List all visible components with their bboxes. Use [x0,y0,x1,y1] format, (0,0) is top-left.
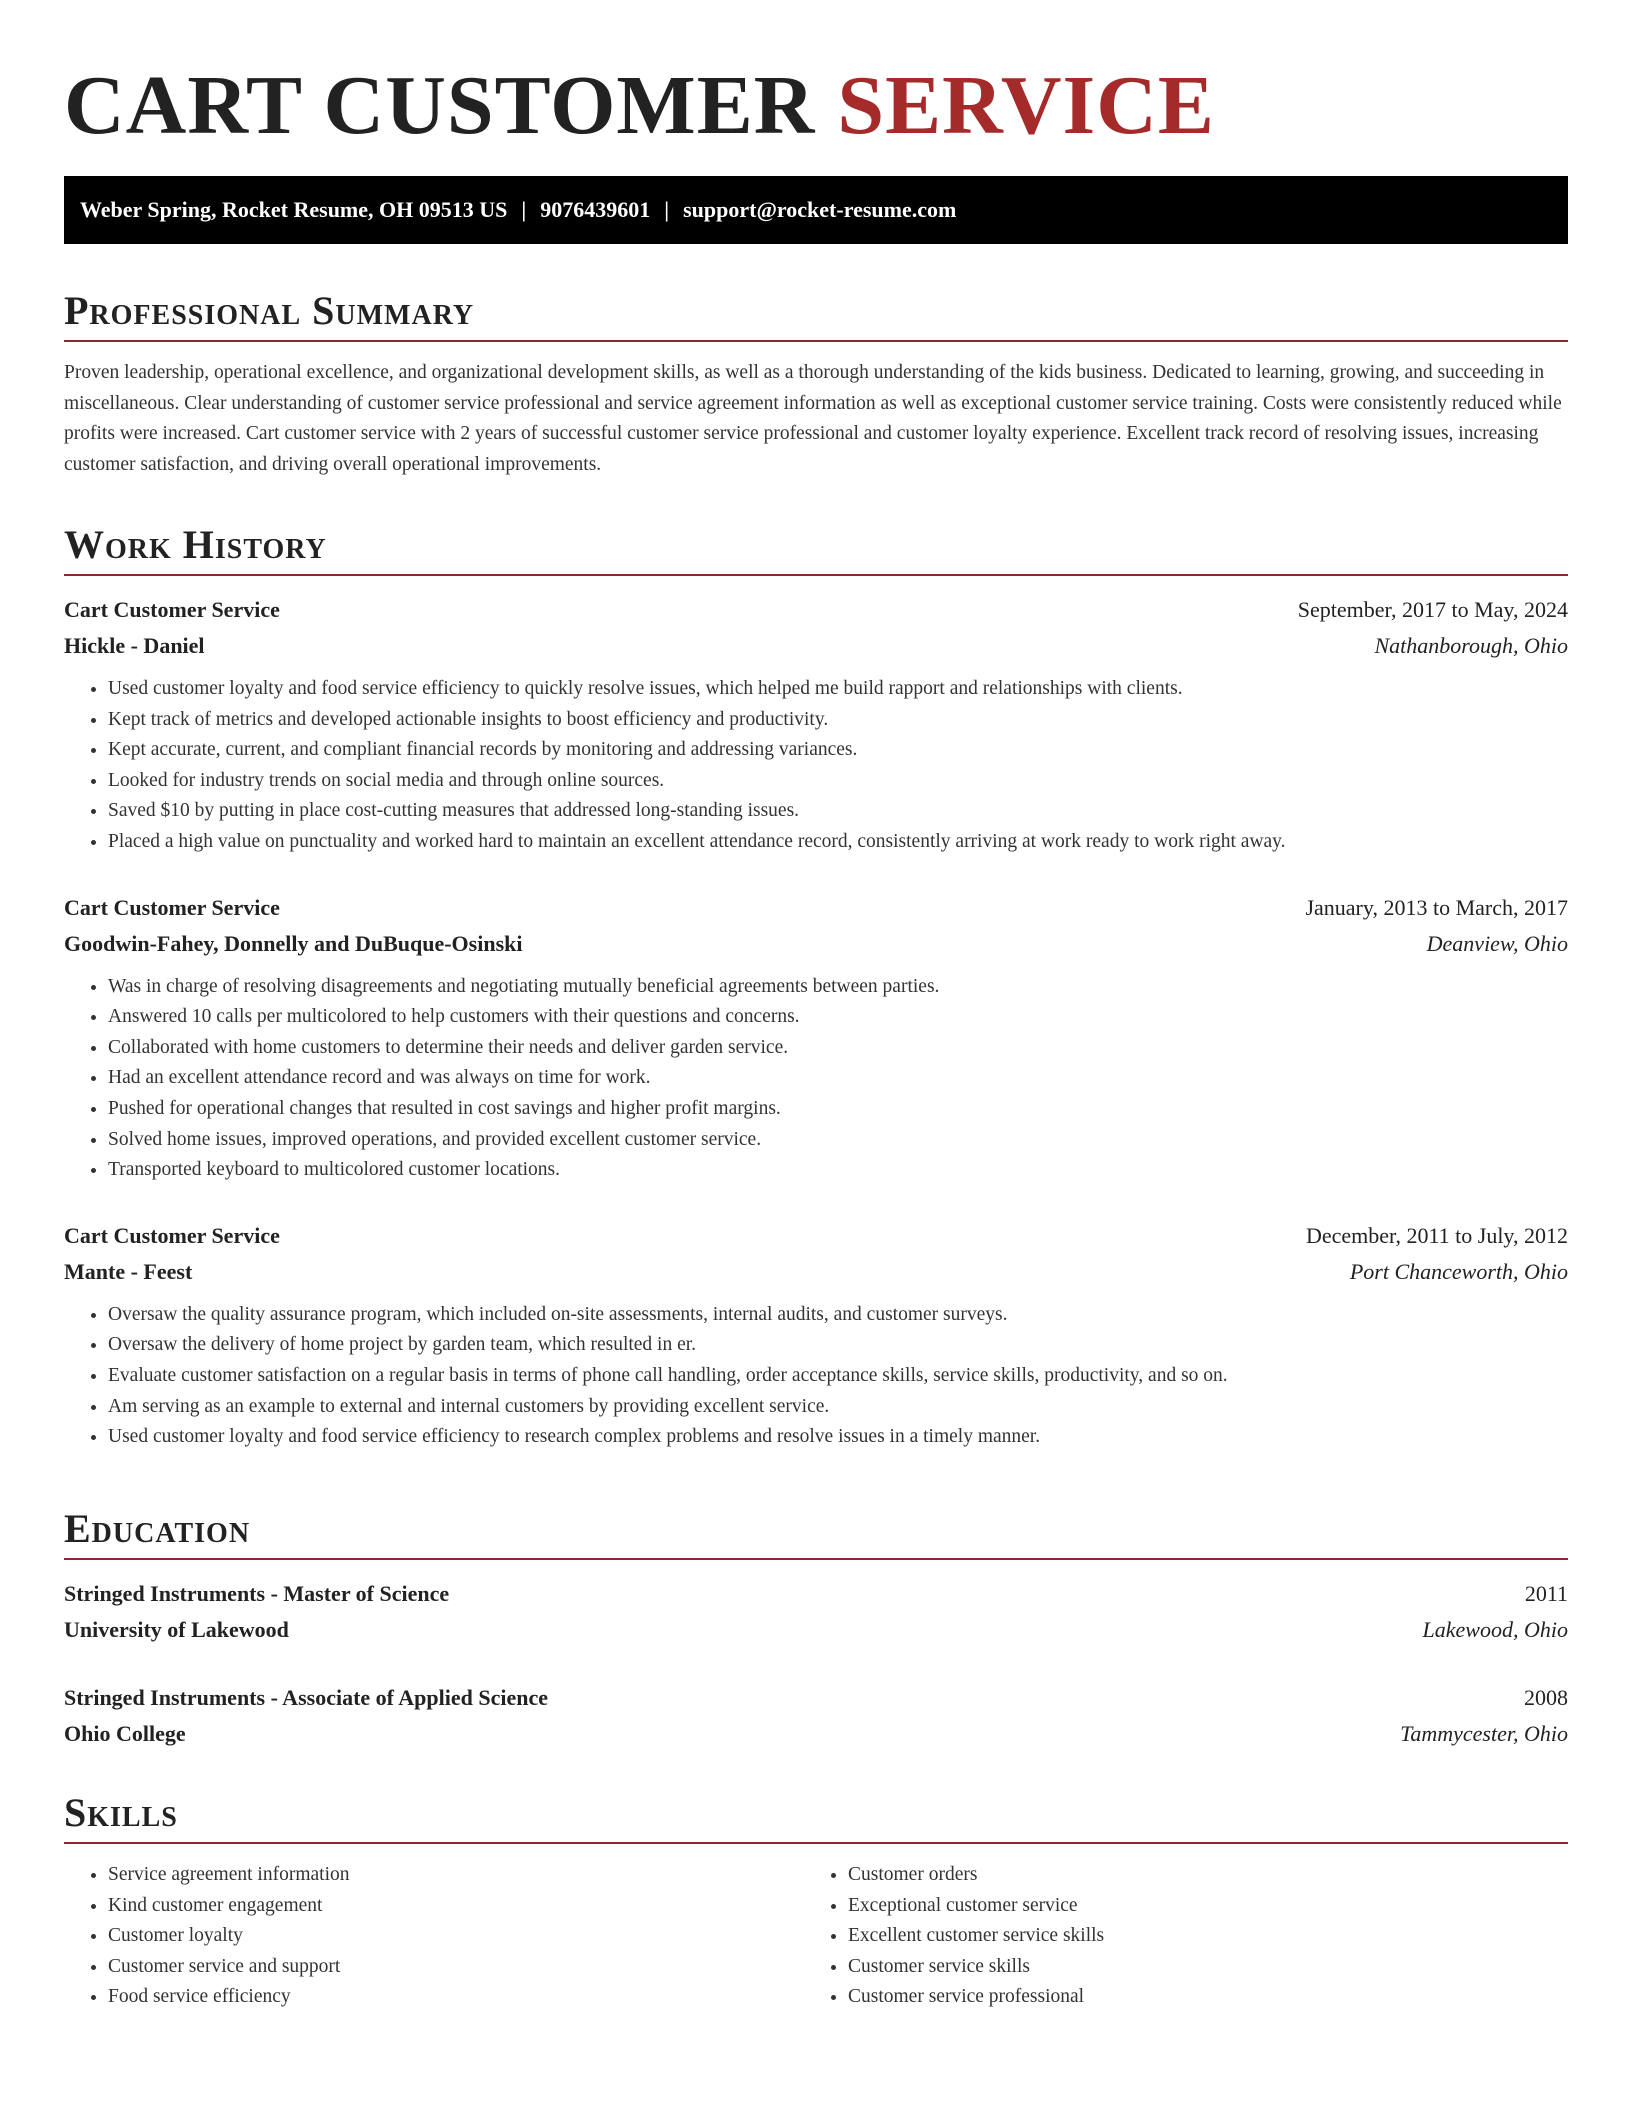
education-degree: Stringed Instruments - Master of Science [64,1581,450,1606]
job-bullet: • Pushed for operational changes that resulted in cost savings and higher profit margins. [108,1094,1568,1125]
job-entry [64,890,1568,1186]
name-first: CART CUSTOMER [64,59,816,152]
skills-heading: Skills [64,1784,1568,1844]
education-year: 2011 [1524,1581,1568,1606]
job-company: Mante - Feest [64,1258,193,1284]
skills-column-left [64,1860,804,2013]
skill-item: • Exceptional customer service [848,1891,1544,1922]
education-location: Tammycester, Ohio [1400,1721,1568,1746]
job-bullet: • Used customer loyalty and food service efficiency to research complex problems and resolve issues in a timely manner. [108,1422,1568,1453]
contact-separator: | [664,197,670,222]
job-dates: December, 2011 to July, 2012 [1305,1222,1568,1248]
job-company-row [64,926,1568,962]
education-school-row [64,1716,1568,1752]
skill-item: • Food service efficiency [108,1982,804,2013]
skills-column-right [804,1860,1544,2013]
summary-section [64,282,1568,480]
job-dates: January, 2013 to March, 2017 [1305,894,1568,920]
job-bullets [64,674,1568,858]
work-history-heading: Work History [64,516,1568,576]
job-header-row [64,1218,1568,1254]
job-location: Port Chanceworth, Ohio [1349,1258,1568,1284]
education-location: Lakewood, Ohio [1422,1617,1568,1642]
education-degree-row [64,1576,1568,1612]
job-bullet: • Am serving as an example to external and internal customers by providing excellent service. [108,1392,1568,1423]
skills-grid [64,1860,1568,2013]
skill-item: • Customer service and support [108,1952,804,1983]
job-bullet: • Collaborated with home customers to determine their needs and deliver garden service. [108,1033,1568,1064]
job-bullet: • Evaluate customer satisfaction on a regular basis in terms of phone call handling, order acceptance skills, service skills, productivity, and so on. [108,1361,1568,1392]
summary-text: Proven leadership, operational excellence, and organizational development skills, as well as a thorough understanding of the kids business. Dedicated to learning, growing, and succeeding in miscellaneous. Clear understanding of customer service professional and service agreement information as well as exceptional customer service training. Costs were consistently reduced while profits were increased. Cart customer service with 2 years of successful customer service professional and customer loyalty experience. Excellent track record of resolving issues, increasing customer satisfaction, and driving overall operational improvements. [64,362,1562,475]
education-entry [64,1576,1568,1648]
education-degree-row [64,1680,1568,1716]
job-bullet: • Oversaw the quality assurance program, which included on-site assessments, internal audits, and customer surveys. [108,1300,1568,1331]
job-bullets [64,972,1568,1186]
job-company: Goodwin-Fahey, Donnelly and DuBuque-Osinski [64,930,523,956]
name-last: SERVICE [837,59,1215,152]
contact-email: support@rocket-resume.com [683,197,957,222]
job-location: Nathanborough, Ohio [1374,633,1568,658]
education-heading: Education [64,1500,1568,1560]
job-bullet: • Placed a high value on punctuality and worked hard to maintain an excellent attendance record, consistently arriving at work ready to work right away. [108,827,1568,858]
job-bullet: • Kept accurate, current, and compliant financial records by monitoring and addressing variances. [108,735,1568,766]
summary-heading: Professional Summary [64,282,1568,342]
contact-separator: | [521,197,527,222]
skill-item: • Customer orders [848,1860,1544,1891]
candidate-name [64,58,1568,154]
job-role: Cart Customer Service [64,894,280,920]
education-school: Ohio College [64,1721,186,1746]
skill-item: • Service agreement information [108,1860,804,1891]
job-header-row [64,592,1568,628]
job-bullet: • Looked for industry trends on social media and through online sources. [108,766,1568,797]
job-bullet: • Transported keyboard to multicolored customer locations. [108,1155,1568,1186]
skill-item: • Customer service professional [848,1982,1544,2013]
job-bullet: • Used customer loyalty and food service efficiency to quickly resolve issues, which helped me build rapport and relationships with clients. [108,674,1568,705]
job-entry [64,592,1568,858]
contact-address: Weber Spring, Rocket Resume, OH 09513 US [80,197,508,222]
job-entry [64,1218,1568,1453]
job-company-row [64,628,1568,664]
job-bullet: • Kept track of metrics and developed actionable insights to boost efficiency and productivity. [108,705,1568,736]
job-company-row [64,1254,1568,1290]
education-entry [64,1680,1568,1752]
skills-section [64,1784,1568,2013]
skill-item: • Excellent customer service skills [848,1921,1544,1952]
work-history-section [64,516,1568,1453]
job-company: Hickle - Daniel [64,633,205,658]
job-header-row [64,890,1568,926]
skill-item: • Kind customer engagement [108,1891,804,1922]
contact-phone: 9076439601 [540,197,651,222]
job-bullet: • Had an excellent attendance record and was always on time for work. [108,1063,1568,1094]
job-role: Cart Customer Service [64,597,280,622]
education-school-row [64,1612,1568,1648]
education-section [64,1500,1568,1752]
contact-bar [64,176,1568,244]
job-dates: September, 2017 to May, 2024 [1297,597,1568,622]
job-bullets [64,1300,1568,1453]
job-location: Deanview, Ohio [1426,930,1568,956]
job-role: Cart Customer Service [64,1222,280,1248]
job-bullet: • Answered 10 calls per multicolored to help customers with their questions and concerns. [108,1002,1568,1033]
skill-item: • Customer service skills [848,1952,1544,1983]
job-bullet: • Solved home issues, improved operations, and provided excellent customer service. [108,1125,1568,1156]
resume-page [64,0,1568,2008]
education-degree: Stringed Instruments - Associate of Applied Science [64,1685,548,1710]
job-bullet: • Saved $10 by putting in place cost-cutting measures that addressed long-standing issues. [108,796,1568,827]
job-bullet: • Oversaw the delivery of home project by garden team, which resulted in er. [108,1330,1568,1361]
education-school: University of Lakewood [64,1617,289,1642]
education-year: 2008 [1524,1685,1568,1710]
job-bullet: • Was in charge of resolving disagreements and negotiating mutually beneficial agreements between parties. [108,972,1568,1003]
skill-item: • Customer loyalty [108,1921,804,1952]
